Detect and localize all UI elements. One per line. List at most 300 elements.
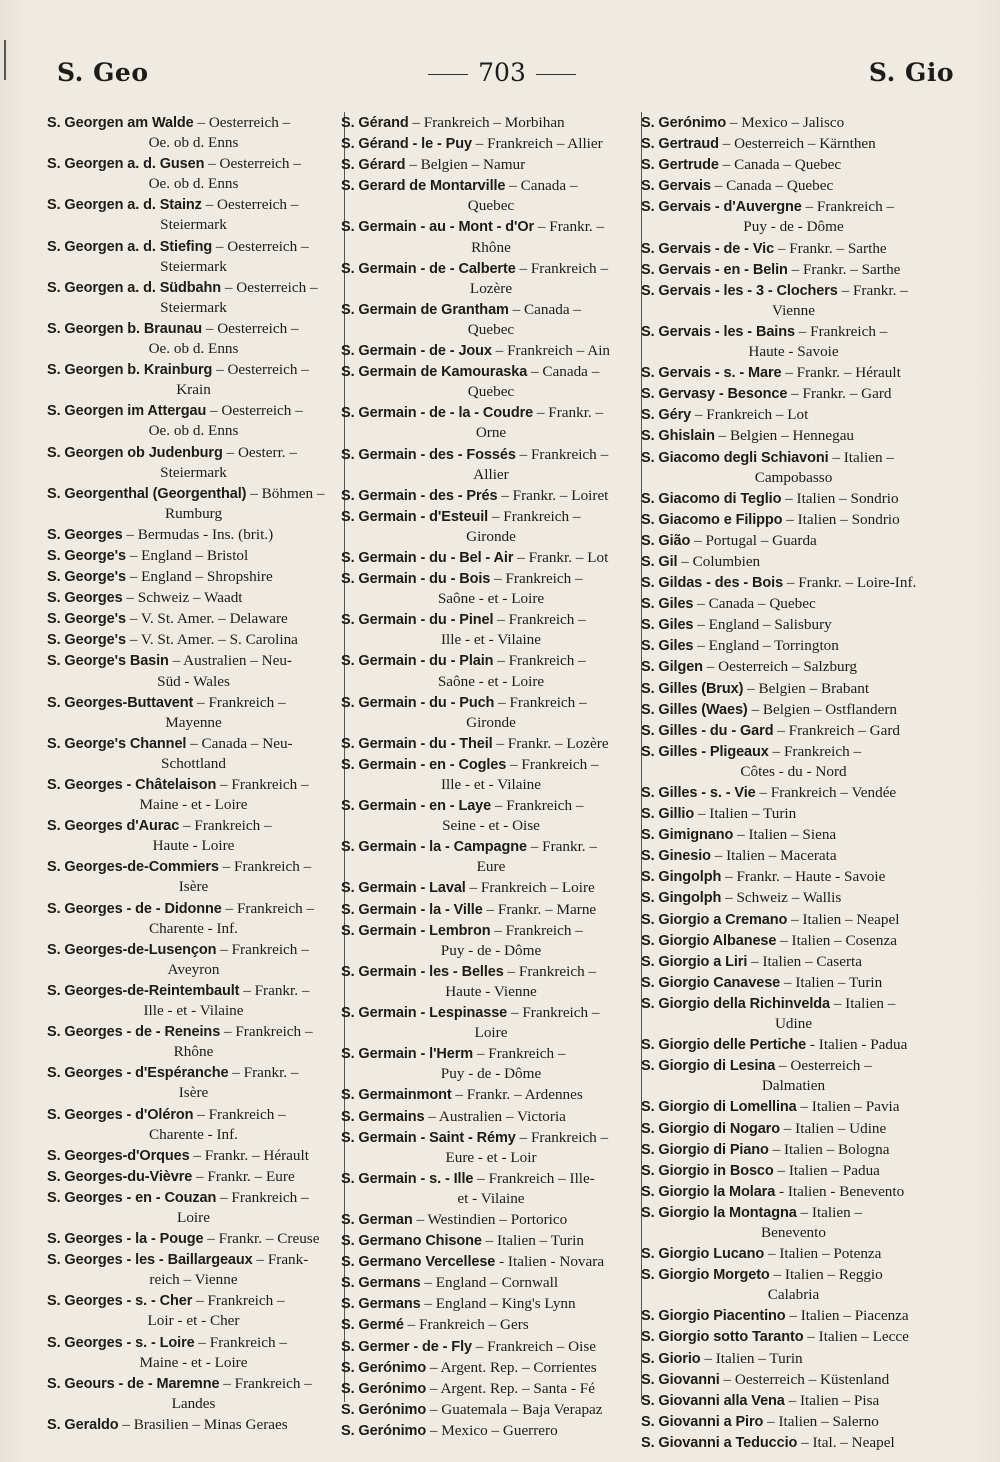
gazetteer-entry <box>47 524 340 545</box>
gazetteer-entry <box>341 754 641 795</box>
entry-place-name: S. Georges-de-Reintembault <box>47 982 240 999</box>
entry-continuation: Loir - et - Cher <box>147 1312 240 1330</box>
entry-place-name: S. Germans <box>341 1275 421 1292</box>
entry-place-name: S. Gerónimo <box>341 1380 427 1397</box>
entry-location: – Italien – Macerata <box>710 847 837 865</box>
entry-place-name: S. Georges - la - Pouge <box>47 1231 204 1248</box>
entry-location: – Frankreich – <box>192 1292 285 1310</box>
entry-location: – Italien – <box>796 1203 863 1221</box>
entry-location: – Belgien – Brabant <box>743 679 870 697</box>
entry-continuation: et - Vilaine <box>457 1189 525 1207</box>
entry-place-name: S. Giorgio Albanese <box>641 932 777 949</box>
entry-location: – Frankreich – Gers <box>403 1316 529 1334</box>
entry-place-name: S. Germano Vercellese <box>341 1254 496 1271</box>
entry-place-name: S. Georges - en - Couzan <box>47 1189 217 1206</box>
gazetteer-entry <box>641 1160 946 1181</box>
entry-continuation: Isère <box>178 878 209 896</box>
gazetteer-entry <box>47 1104 340 1145</box>
entry-place-name: S. Georgen ob Judenburg <box>47 444 223 461</box>
entry-location: – Belgien – Namur <box>405 156 526 174</box>
gazetteer-entry <box>341 692 641 733</box>
entry-place-name: S. Germain - du - Bel - Air <box>341 549 514 566</box>
entry-location: – Frankreich – <box>193 1105 286 1123</box>
entry-place-name: S. Gilles - s. - Vie <box>641 785 756 801</box>
entry-location: – Oesterreich – <box>212 237 309 255</box>
entry-location: – Frankreich – <box>506 755 599 773</box>
entry-location: – Canada – Neu- <box>186 734 293 752</box>
entry-place-name: S. Georges - d'Espéranche <box>47 1065 229 1082</box>
entry-place-name: S. Giorgio di Lomellina <box>641 1099 797 1116</box>
gazetteer-entry <box>47 856 340 897</box>
gazetteer-entry <box>641 782 946 803</box>
entry-location: – Frankreich – <box>801 198 895 216</box>
gazetteer-entry <box>47 483 340 524</box>
entry-location: – Mexico – Jalisco <box>726 114 845 131</box>
entry-place-name: S. Ginesio <box>641 848 711 865</box>
entry-place-name: S. Germainmont <box>341 1087 452 1104</box>
gazetteer-entry <box>341 361 641 402</box>
entry-place-name: S. Georges-de-Lusençon <box>47 941 217 958</box>
entry-location: – Frankr. – <box>534 218 605 236</box>
entry-continuation: Côtes - du - Nord <box>740 762 847 780</box>
entry-location: – Frankreich – Loire <box>465 879 595 897</box>
entry-place-name: S. Gervais - en - Belin <box>641 261 788 278</box>
gazetteer-entry <box>341 920 641 961</box>
entry-place-name: S. Georgen b. Krainburg <box>47 362 213 379</box>
gazetteer-entry <box>341 1420 641 1441</box>
gazetteer-entry <box>47 1166 340 1187</box>
entry-place-name: S. Gertrude <box>641 157 719 174</box>
entry-location: – England – Shropshire <box>125 568 273 586</box>
gazetteer-entry <box>47 898 340 939</box>
entry-continuation: Steiermark <box>160 257 227 275</box>
gazetteer-entry <box>341 154 641 175</box>
gazetteer-entry <box>641 1432 946 1453</box>
entry-place-name: S. Gilles (Waes) <box>641 701 748 718</box>
entry-location: – Frankreich – <box>219 1374 312 1392</box>
gazetteer-entry <box>47 1249 340 1290</box>
entry-location: – V. St. Amer. – S. Carolina <box>125 631 298 649</box>
gazetteer-entry <box>341 836 641 877</box>
entry-place-name: S. Giorgio in Bosco <box>641 1162 774 1179</box>
entry-continuation: Ille - et - Vilaine <box>440 631 541 649</box>
gazetteer-entry <box>341 877 641 898</box>
entry-place-name: S. Germain - s. - Ille <box>341 1170 474 1187</box>
gazetteer-entry <box>641 1243 946 1264</box>
entry-location: – Frankr. – Gard <box>787 385 892 403</box>
entry-place-name: S. Germain - de - Joux <box>341 343 492 360</box>
entry-location: – Frankr. – Lozère <box>492 734 609 752</box>
entry-place-name: S. Georgen im Attergau <box>47 403 207 420</box>
gazetteer-entry <box>341 506 641 547</box>
gazetteer-entry <box>341 1293 641 1314</box>
entry-continuation: Charente - Inf. <box>149 1125 238 1143</box>
gazetteer-entry <box>341 568 641 609</box>
entry-location: – Frankreich – <box>503 962 597 980</box>
entry-continuation: Süd - Wales <box>157 672 230 690</box>
gazetteer-entry <box>641 866 946 887</box>
entry-location: – Oesterreich – Küstenland <box>719 1370 890 1388</box>
entry-location: – Frankreich – Oise <box>471 1337 596 1355</box>
entry-continuation: Dalmatien <box>761 1077 826 1095</box>
entry-continuation: Calabria <box>767 1286 820 1304</box>
entry-location: – Italien – Turin <box>481 1232 584 1250</box>
gazetteer-entry <box>641 656 946 677</box>
entry-place-name: S. Giorgio di Nogaro <box>641 1120 780 1137</box>
gazetteer-entry <box>341 1043 641 1084</box>
entry-continuation: Loire <box>177 1208 210 1226</box>
entry-place-name: S. Gil <box>641 553 678 570</box>
entry-place-name: S. Georges-Buttavent <box>47 694 194 711</box>
entry-place-name: S. Germain - Lembron <box>341 922 491 939</box>
gazetteer-entry <box>341 547 641 568</box>
gazetteer-entry <box>341 216 641 257</box>
entry-place-name: S. Giorgio Morgeto <box>641 1267 770 1284</box>
entry-continuation: Lozère <box>469 279 513 297</box>
entry-place-name: S. Georges - Châtelaison <box>47 777 217 793</box>
entry-continuation: Mayenne <box>165 713 222 731</box>
entry-location: – Bermudas - Ins. (brit.) <box>122 525 274 543</box>
gazetteer-entry <box>641 741 946 782</box>
gazetteer-entry <box>47 1062 340 1103</box>
entry-location: – Oesterreich – Salzburg <box>702 658 858 676</box>
entry-place-name: S. Germain - du - Theil <box>341 735 493 752</box>
entry-place-name: S. Gérand <box>341 115 409 131</box>
entry-location: – Italien – Sondrio <box>781 489 899 507</box>
gazetteer-entry <box>47 1228 340 1249</box>
entry-place-name: S. German <box>341 1211 413 1228</box>
entry-location: – Frankr. – Haute - Savoie <box>721 868 886 886</box>
entry-location: – Italien – Sondrio <box>782 510 900 528</box>
entry-location: – Italien – Padua <box>773 1161 880 1179</box>
entry-place-name: S. Gertraud <box>641 136 719 153</box>
entry-place-name: S. Germain - du - Puch <box>341 694 495 711</box>
gazetteer-entry <box>341 899 641 920</box>
entry-location: – Frankr. – Lot <box>513 548 609 566</box>
gazetteer-entry <box>341 133 641 154</box>
entry-location: – Canada – <box>508 300 581 318</box>
entry-location: – Frankreich – <box>490 570 583 588</box>
entry-place-name: S. Giorgio la Molara <box>641 1183 776 1200</box>
gazetteer-entry <box>341 340 641 361</box>
entry-continuation: Rumburg <box>164 504 223 522</box>
entry-location: – Columbien <box>677 552 761 570</box>
gazetteer-entry <box>641 824 946 845</box>
entry-place-name: S. Giorgio delle Pertiche <box>641 1037 807 1054</box>
entry-place-name: S. Giorgio a Cremano <box>641 911 788 928</box>
entry-location: – Argent. Rep. – Corrientes <box>426 1358 597 1376</box>
entry-location: – Frankreich – <box>490 921 583 939</box>
entry-continuation: Rhône <box>471 238 511 256</box>
gazetteer-entry <box>641 551 946 572</box>
entry-location: – Frankreich – <box>493 611 586 629</box>
entry-location: – England – Torrington <box>693 637 839 655</box>
entry-location: – Belgien – Hennegau <box>714 427 855 445</box>
entry-continuation: Ille - et - Vilaine <box>143 1002 244 1020</box>
gazetteer-entry <box>341 961 641 1002</box>
column-2 <box>341 112 641 1441</box>
gazetteer-entry <box>47 1414 340 1435</box>
entry-location: – Guatemala – Baja Verapaz <box>426 1400 603 1418</box>
entry-location: – England – King's Lynn <box>420 1295 576 1313</box>
entry-continuation: Landes <box>171 1394 216 1412</box>
entry-place-name: S. Georges - d'Oléron <box>47 1106 194 1123</box>
gazetteer-entry <box>641 972 946 993</box>
gazetteer-entry <box>47 774 340 815</box>
entry-location: – Frankr. – <box>526 838 597 856</box>
entry-location: – Italien – Neapel <box>787 910 900 928</box>
gazetteer-entry <box>47 236 340 277</box>
entry-location: – Oesterreich – <box>204 155 301 173</box>
entry-place-name: S. Germain - Lespinasse <box>341 1005 508 1022</box>
entry-location: – Frankreich – <box>221 899 315 917</box>
entry-continuation: Gironde <box>466 527 516 545</box>
entry-place-name: S. Georges-de-Commiers <box>47 859 219 876</box>
entry-location: – Canada – Quebec <box>693 595 816 613</box>
gazetteer-entry <box>341 1084 641 1105</box>
entry-continuation: Loire <box>474 1024 508 1042</box>
entry-continuation: Saône - et - Loire <box>437 672 545 690</box>
entry-place-name: S. Germain - d'Esteuil <box>341 508 489 525</box>
gazetteer-entry <box>47 733 340 774</box>
entry-place-name: S. Germain de Kamouraska <box>341 364 528 381</box>
gazetteer-entry <box>47 359 340 400</box>
gazetteer-entry <box>47 815 340 856</box>
entry-place-name: S. Germain - du - Bois <box>341 571 491 588</box>
entry-place-name: S. Giles <box>641 638 694 655</box>
entry-continuation: Charente - Inf. <box>149 919 238 937</box>
entry-location: – Canada – Quebec <box>710 177 834 195</box>
entry-location: – Brasilien – Minas Geraes <box>118 1415 288 1433</box>
entry-place-name: S. Georgen a. d. Gusen <box>47 156 205 173</box>
entry-location: – Frankreich – <box>488 507 581 525</box>
entry-location: – Frankr. – Sarthe <box>787 260 901 278</box>
entry-place-name: S. Giovanni a Piro <box>641 1413 764 1430</box>
gazetteer-entry <box>641 259 946 280</box>
entry-place-name: S. Germano Chisone <box>341 1233 482 1250</box>
entry-place-name: S. Georgen am Walde <box>47 115 194 131</box>
entry-place-name: S. Georges-du-Vièvre <box>47 1168 193 1185</box>
gazetteer-entry <box>641 951 946 972</box>
gazetteer-entry <box>341 402 641 443</box>
entry-location: – Italien – Cosenza <box>776 931 897 949</box>
entry-place-name: S. Georgen b. Braunau <box>47 320 203 337</box>
entry-location: – Oesterreich – <box>201 196 299 214</box>
entry-continuation: Aveyron <box>167 960 220 978</box>
entry-location: – Ital. – Neapel <box>797 1433 895 1451</box>
entry-location: – Frankreich – <box>218 858 312 876</box>
gazetteer-entry <box>341 258 641 299</box>
entry-location: – Frankreich – <box>794 322 888 340</box>
entry-location: – Italien – Caserta <box>747 952 862 970</box>
entry-location: – Belgien – Ostflandern <box>747 700 897 718</box>
entry-location: – Frankr. – Creuse <box>203 1230 320 1248</box>
entry-location: – Frankr. – Ardennes <box>451 1086 583 1104</box>
entry-location: – Italien – Siena <box>733 826 837 844</box>
entry-location: – Frankreich – Gard <box>773 721 900 739</box>
entry-place-name: S. Giles <box>641 596 694 613</box>
entry-place-name: S. Giorgio la Montagna <box>641 1204 797 1221</box>
entry-location: – Frankr. – Loiret <box>497 486 609 504</box>
gazetteer-entry <box>641 803 946 824</box>
column-3 <box>641 112 946 1453</box>
gazetteer-entry <box>641 1118 946 1139</box>
gazetteer-entry <box>641 1096 946 1117</box>
gazetteer-entry <box>47 939 340 980</box>
entry-location: – Frank- <box>252 1251 309 1269</box>
gazetteer-entry <box>641 720 946 741</box>
gazetteer-entry <box>341 112 641 133</box>
gazetteer-entry <box>641 321 946 362</box>
gazetteer-entry <box>341 1378 641 1399</box>
entry-place-name: S. Germain - en - Laye <box>341 798 492 815</box>
entry-location: – Italien – Pavia <box>796 1098 900 1116</box>
entry-place-name: S. Gérard <box>341 157 406 174</box>
rule-left <box>428 74 468 75</box>
column-1 <box>47 112 340 1435</box>
gazetteer-entry <box>341 1230 641 1251</box>
gazetteer-entry <box>341 1209 641 1230</box>
entry-location: – Italien – Potenza <box>764 1245 882 1263</box>
page-number-text: 703 <box>478 58 526 87</box>
gazetteer-entry <box>47 153 340 194</box>
entry-place-name: S. Germain - des - Prés <box>341 487 498 504</box>
entry-location: – Frankreich – <box>515 259 609 277</box>
entry-place-name: S. Gerónimo <box>341 1359 427 1376</box>
entry-place-name: S. Gildas - des - Bois <box>641 575 784 592</box>
gazetteer-entry <box>341 1251 641 1272</box>
gazetteer-entry <box>641 447 946 488</box>
gazetteer-entry <box>341 1002 641 1043</box>
entry-place-name: S. Gião <box>641 532 691 549</box>
entry-continuation: Maine - et - Loire <box>139 1353 248 1371</box>
entry-place-name: S. Germain - Laval <box>341 880 466 897</box>
entry-place-name: S. Gilles - du - Gard <box>641 722 774 739</box>
gazetteer-entry <box>341 485 641 506</box>
gazetteer-entry <box>47 1021 340 1062</box>
gazetteer-entry <box>341 733 641 754</box>
entry-place-name: S. Germain - la - Ville <box>341 901 483 918</box>
entry-continuation: Oe. ob d. Enns <box>148 134 239 152</box>
gazetteer-entry <box>47 112 340 153</box>
entry-location: – Oesterreich – <box>202 319 299 337</box>
entry-place-name: S. George's Channel <box>47 735 187 752</box>
entry-place-name: S. Giorgio Canavese <box>641 974 781 991</box>
gazetteer-entry <box>47 1290 340 1331</box>
gazetteer-entry <box>47 1145 340 1166</box>
entry-place-name: S. Gervais - d'Auvergne <box>641 199 802 216</box>
entry-place-name: S. Giorgio di Lesina <box>641 1058 776 1075</box>
entry-location: – England – Salisbury <box>693 616 832 634</box>
gazetteer-entry <box>641 1139 946 1160</box>
entry-place-name: S. Georgen a. d. Südbahn <box>47 279 222 296</box>
entry-location: – Italien – Piacenza <box>785 1307 909 1325</box>
gazetteer-entry <box>341 1336 641 1357</box>
entry-place-name: S. Geours - de - Maremne <box>47 1375 220 1392</box>
entry-continuation: Haute - Loire <box>152 837 235 855</box>
gazetteer-entry <box>47 608 340 629</box>
entry-continuation: Saône - et - Loire <box>437 590 545 608</box>
entry-continuation: Oe. ob d. Enns <box>148 422 239 440</box>
entry-continuation: Haute - Vienne <box>445 982 537 1000</box>
entry-continuation: Schottland <box>161 754 226 772</box>
entry-location: – Frankreich – Ille- <box>473 1169 595 1187</box>
gazetteer-entry <box>47 650 340 691</box>
gazetteer-entry <box>641 425 946 446</box>
entry-place-name: S. Germain - de - Calberte <box>341 260 516 277</box>
entry-location: – Australien – Victoria <box>424 1107 566 1125</box>
gazetteer-entry <box>341 795 641 836</box>
entry-continuation: Puy - de - Dôme <box>440 1065 542 1083</box>
gazetteer-entry <box>47 318 340 359</box>
entry-location: – V. St. Amer. – Delaware <box>125 610 288 628</box>
entry-location: – Frankr. – Loire-Inf. <box>783 574 917 592</box>
entry-place-name: S. Germain - la - Campagne <box>341 839 527 856</box>
entry-place-name: S. Gerónimo <box>641 115 727 131</box>
gazetteer-entry <box>341 1168 641 1209</box>
entry-location: – Frankr. – Sarthe <box>774 239 887 257</box>
entry-location: – Schweiz – Wallis <box>721 889 842 907</box>
gazetteer-entry <box>47 1332 340 1373</box>
gazetteer-entry <box>641 635 946 656</box>
entry-location: - Italien - Novara <box>495 1253 605 1271</box>
entry-place-name: S. Georges - les - Baillargeaux <box>47 1252 253 1269</box>
gazetteer-entry <box>641 1055 946 1096</box>
entry-continuation: Eure <box>476 858 506 876</box>
entry-continuation: Steiermark <box>160 463 227 481</box>
entry-place-name: S. Germain - l'Herm <box>341 1046 474 1063</box>
entry-location: – Oesterreich – <box>212 361 309 379</box>
gazetteer-entry <box>641 1390 946 1411</box>
gazetteer-entry <box>641 238 946 259</box>
entry-location: – Frankreich – <box>216 776 309 793</box>
gazetteer-entry <box>47 1373 340 1414</box>
entry-location: – Oesterreich – <box>775 1057 872 1075</box>
gazetteer-entry <box>641 112 946 133</box>
gazetteer-entry <box>641 845 946 866</box>
entry-place-name: S. Gervais - de - Vic <box>641 240 775 257</box>
entry-place-name: S. Georges - s. - Loire <box>47 1334 195 1351</box>
entry-place-name: S. Giovanni alla Vena <box>641 1392 785 1409</box>
entry-location: – Argent. Rep. – Santa - Fé <box>426 1379 595 1397</box>
entry-location: – Frankreich – <box>494 693 587 711</box>
entry-location: – Oesterr. – <box>222 443 297 461</box>
entry-place-name: S. Germain - au - Mont - d'Or <box>341 219 535 236</box>
gazetteer-entry <box>641 887 946 908</box>
entry-location: – Frankreich – <box>493 652 586 670</box>
entry-place-name: S. Georges <box>47 590 123 607</box>
gazetteer-entry <box>341 1314 641 1335</box>
entry-continuation: Haute - Savoie <box>748 343 839 361</box>
gazetteer-entry <box>47 587 340 608</box>
gazetteer-entry <box>641 909 946 930</box>
gazetteer-entry <box>47 545 340 566</box>
entry-place-name: S. Germer - de - Fly <box>341 1338 472 1355</box>
entry-place-name: S. Germain - du - Pinel <box>341 612 494 629</box>
entry-location: – Frankr. – Hérault <box>781 364 901 382</box>
entry-place-name: S. Gilles - Pligeaux <box>641 743 769 760</box>
gazetteer-entry <box>641 699 946 720</box>
gazetteer-entry <box>641 1348 946 1369</box>
entry-location: – England – Bristol <box>125 546 249 564</box>
entry-location: – Italien – <box>829 994 896 1012</box>
entry-location: – Frankreich – <box>179 817 272 835</box>
entry-place-name: S. Giovanni a Teduccio <box>641 1434 798 1451</box>
entry-location: – Italien – Salerno <box>763 1412 879 1430</box>
header-left-catchword: S. Geo <box>57 58 149 87</box>
entry-location: – Canada – Quebec <box>718 156 842 174</box>
entry-place-name: S. Germain - en - Cogles <box>341 756 507 773</box>
